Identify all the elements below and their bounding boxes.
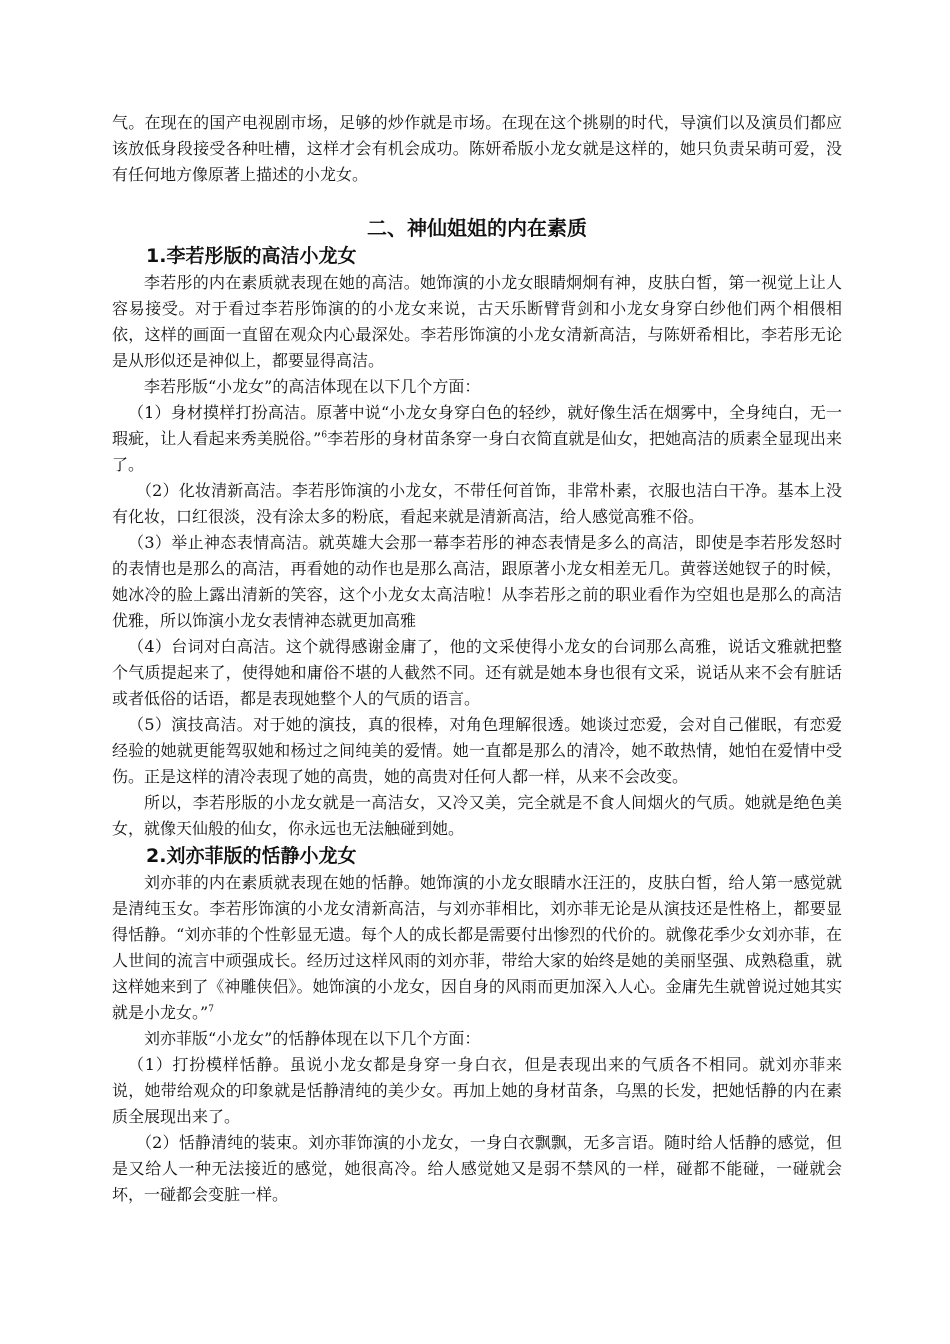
section-title: 二、神仙姐姐的内在素质: [367, 216, 587, 240]
part1-item-1-text-a: （1）身材摸样打扮高洁。原著中说“小龙女身穿白色的轻纱，就好像生活在烟雾中，全身纯白，无一瑕疵，让人看起来秀美脱俗。”: [112, 403, 842, 448]
spacer: [112, 188, 842, 214]
document-page: [112, 110, 842, 1208]
part2-paragraph-2: 刘亦菲版“小龙女”的恬静体现在以下几个方面：: [144, 1029, 481, 1048]
part1-item-3: （3）举止神态表情高洁。就英雄大会那一幕李若彤的神态表情是多么的高洁，即使是李若彤发怒时的表情也是那么的高洁，再看她的动作也是那么高洁，跟原著小龙女相差无几。黄蓉送她钗子的时候，她冰冷的脸上露出清新的笑容，这个小龙女太高洁啦！从李若彤之前的职业看作为空姐也是那么的高洁优雅，所以饰演小龙女表情神态就更加高雅: [112, 533, 842, 630]
footnote-ref-7: 7: [208, 1004, 214, 1015]
part1-item-1-text-b: 李若彤的身材苗条穿一身白衣简直就是仙女，把她高洁的质素全显现出来了。: [112, 429, 842, 474]
part1-item-4: （4）台词对白高洁。这个就得感谢金庸了，他的文采使得小龙女的台词那么高雅，说话文雅就把整个气质提起来了，使得她和庸俗不堪的人截然不同。还有就是她本身也很有文采，说话从来不会有脏话或者低俗的话语，都是表现她整个人的气质的语言。: [112, 637, 842, 708]
part1-paragraph-1: 李若彤的内在素质就表现在她的高洁。她饰演的小龙女眼睛炯炯有神，皮肤白皙，第一视觉上让人容易接受。对于看过李若彤饰演的的小龙女来说，古天乐断臂背剑和小龙女身穿白纱他们两个相偎相依，这样的画面一直留在观众内心最深处。李若彤饰演的小龙女清新高洁，与陈妍希相比，李若彤无论是从形似还是神似上，都要显得高洁。: [112, 273, 842, 370]
part1-conclusion: 所以，李若彤版的小龙女就是一高洁女，又冷又美，完全就是不食人间烟火的气质。她就是绝色美女，就像天仙般的仙女，你永远也无法触碰到她。: [112, 793, 842, 838]
part1-item-2: （2）化妆清新高洁。李若彤饰演的小龙女，不带任何首饰，非常朴素，衣服也洁白干净。基本上没有化妆，口红很淡，没有涂太多的粉底，看起来就是清新高洁，给人感觉高雅不俗。: [112, 481, 842, 526]
part2-paragraph-1-text: 刘亦菲的内在素质就表现在她的恬静。她饰演的小龙女眼睛水汪汪的，皮肤白皙，给人第一感觉就是清纯玉女。李若彤饰演的小龙女清新高洁，与刘亦菲相比，刘亦菲无论是从演技还是性格上，都要显得恬静。“刘亦菲的个性彰显无遗。每个人的成长都是需要付出惨烈的代价的。就像花季少女刘亦菲，在人世间的流言中顽强成长。经历过这样风雨的刘亦菲，带给大家的始终是她的美丽坚强、成熟稳重，就这样她来到了《神雕侠侣》。她饰演的小龙女，因自身的风雨而更加深入人心。金庸先生就曾说过她其实就是小龙女。”: [112, 873, 842, 1022]
part1-item-5: （5）演技高洁。对于她的演技，真的很棒，对角色理解很透。她谈过恋爱，会对自己催眠，有恋爱经验的她就更能驾驭她和杨过之间纯美的爱情。她一直都是那么的清冷，她不敢热情，她怕在爱情中受伤。正是这样的清冷表现了她的高贵，她的高贵对任何人都一样，从来不会改变。: [112, 715, 842, 786]
part1-paragraph-2: 李若彤版“小龙女”的高洁体现在以下几个方面：: [144, 377, 481, 396]
footnote-ref-6: 6: [321, 430, 328, 441]
part1-item-1: [112, 400, 842, 478]
part2-paragraph-1: [112, 870, 842, 1026]
part1-heading: 1.李若彤版的高洁小龙女: [146, 245, 357, 267]
part2-item-1: （1）打扮模样恬静。虽说小龙女都是身穿一身白衣，但是表现出来的气质各不相同。就刘亦菲来说，她带给观众的印象就是恬静清纯的美少女。再加上她的身材苗条，乌黑的长发，把她恬静的内在素质全展现出来了。: [112, 1055, 842, 1126]
part2-item-2: （2）恬静清纯的装束。刘亦菲饰演的小龙女，一身白衣飘飘，无多言语。随时给人恬静的感觉，但是又给人一种无法接近的感觉，她很高冷。给人感觉她又是弱不禁风的一样，碰都不能碰，一碰就会坏，一碰都会变脏一样。: [112, 1133, 842, 1204]
part2-heading: 2.刘亦菲版的恬静小龙女: [146, 845, 357, 867]
intro-paragraph: 气。在现在的国产电视剧市场，足够的炒作就是市场。在现在这个挑剔的时代，导演们以及演员们都应该放低身段接受各种吐槽，这样才会有机会成功。陈妍希版小龙女就是这样的，她只负责呆萌可爱，没有任何地方像原著上描述的小龙女。: [112, 113, 842, 184]
